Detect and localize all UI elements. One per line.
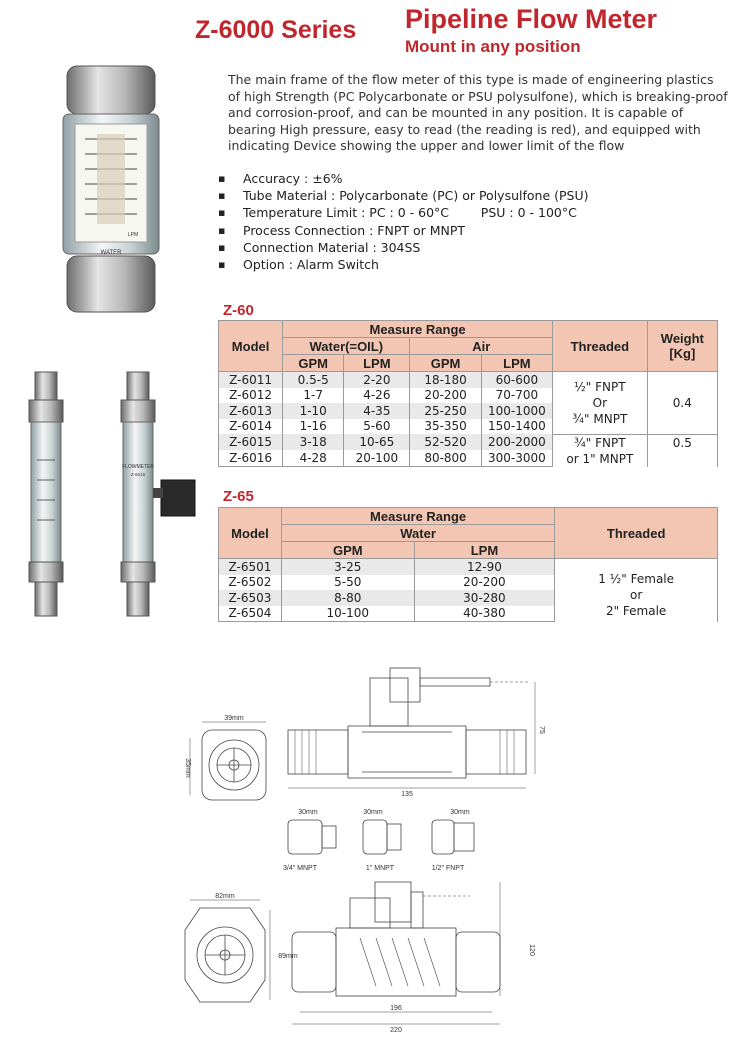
cell-threaded-a (553, 372, 648, 435)
z60-threaded-header: Threaded (553, 321, 648, 372)
connector-label-3: 1/2" FNPT (431, 865, 465, 872)
z60-measure-range-header: Measure Range (283, 321, 553, 338)
cell-weight-b: 0.5 (647, 434, 717, 467)
cell-threaded-b (553, 434, 648, 467)
dim-bottom-height: 89mm (278, 953, 298, 960)
cell-gpm: 3-25 (281, 559, 414, 575)
cell-air-gpm: 52-520 (410, 434, 481, 450)
z65-threaded-line: or (629, 588, 643, 603)
cell-model: Z-6503 (219, 590, 282, 606)
cell-air-lpm: 300-3000 (481, 450, 552, 467)
dim-connector-3: 30mm (450, 809, 470, 816)
threaded-b-line: or 1" MNPT (566, 451, 634, 466)
product-description: The main frame of the flow meter of this type is made of engineering plastics of high Strength (PC Polycarbonate or PSU polysulfone), which is breaking-proof and corrosion-proof, and can be mounted in any position. It is capable of bearing High pressure, easy to read (the reading is red), and equipped with indicating Device showing the upper and lower limit of the flow (228, 72, 728, 153)
cell-lpm: 20-200 (414, 575, 555, 591)
table-row (219, 559, 718, 575)
top-side-view (288, 668, 545, 798)
cell-model: Z-6501 (219, 559, 282, 575)
cell-weight-a: 0.4 (647, 372, 717, 435)
cell-model: Z-6502 (219, 575, 282, 591)
cell-model: Z-6011 (219, 372, 283, 388)
z65-lpm-header: LPM (414, 542, 555, 559)
z65-table (218, 507, 718, 622)
cell-lpm: 30-280 (414, 590, 555, 606)
connector-label-2: 1" MNPT (365, 865, 395, 872)
dim-bottom-length: 220 (390, 1027, 402, 1034)
bottom-end-view (185, 893, 298, 1002)
dim-bottom-inner-length: 196 (390, 1005, 402, 1012)
dim-bottom-vertical: 120 (528, 944, 535, 956)
cell-lpm: 12-90 (414, 559, 555, 575)
z60-air-header: Air (410, 338, 553, 355)
threaded-a-line: Or (592, 395, 608, 410)
cell-water-gpm: 4-28 (283, 450, 344, 467)
table-row (219, 372, 718, 388)
page-subtitle: Mount in any position (405, 37, 581, 56)
dimension-drawings (170, 660, 550, 1040)
z65-threaded-line: 2" Female (605, 604, 667, 619)
cell-water-lpm: 2-20 (344, 372, 410, 388)
cell-water-gpm: 0.5-5 (283, 372, 344, 388)
cell-air-gpm: 20-200 (410, 388, 481, 404)
z60-air-gpm-header: GPM (410, 355, 481, 372)
dim-connector-1: 30mm (298, 809, 318, 816)
connector-views (283, 809, 474, 872)
z65-section-title: Z-65 (223, 488, 254, 505)
cell-water-lpm: 4-35 (344, 403, 410, 419)
z65-measure-range-header: Measure Range (281, 508, 554, 525)
alarm-meter-photo (105, 370, 210, 620)
cell-water-gpm: 1-16 (283, 419, 344, 435)
z60-water-lpm-header: LPM (344, 355, 410, 372)
spec-list (218, 170, 589, 273)
dim-top-vertical: 75 (538, 726, 545, 734)
dim-top-height: 35mm (184, 758, 191, 778)
cell-air-lpm: 60-600 (481, 372, 552, 388)
cell-model: Z-6013 (219, 403, 283, 419)
spec-item: ▪ Option : Alarm Switch (218, 256, 589, 273)
z60-water-header: Water(=OIL) (283, 338, 410, 355)
z60-weight-header: Weight [Kg] (647, 321, 717, 372)
z65-model-header: Model (219, 508, 282, 559)
spec-item: ▪ Process Connection : FNPT or MNPT (218, 222, 589, 239)
spec-item: ▪ Accuracy : ±6% (218, 170, 589, 187)
spec-item: ▪ Tube Material : Polycarbonate (PC) or Polysulfone (PSU) (218, 187, 589, 204)
meter-lpm-label: LPM (127, 232, 139, 238)
cell-air-gpm: 35-350 (410, 419, 481, 435)
model-tag-label: Z-6016 (130, 472, 146, 477)
cell-water-gpm: 1-10 (283, 403, 344, 419)
cell-water-lpm: 20-100 (344, 450, 410, 467)
flow-meter-photo (55, 64, 170, 319)
dim-connector-2: 30mm (363, 809, 383, 816)
cell-z65-threaded (555, 559, 718, 622)
threaded-b-line: ¾" FNPT (574, 435, 626, 450)
z60-model-header: Model (219, 321, 283, 372)
cell-water-lpm: 5-60 (344, 419, 410, 435)
dim-top-width: 39mm (224, 715, 244, 722)
cell-gpm: 10-100 (281, 606, 414, 622)
top-end-view (184, 715, 266, 800)
bottom-side-view (292, 882, 535, 1034)
cell-gpm: 5-50 (281, 575, 414, 591)
cell-model: Z-6014 (219, 419, 283, 435)
cell-air-gpm: 18-180 (410, 372, 481, 388)
series-title: Z-6000 Series (195, 16, 357, 44)
cell-air-gpm: 25-250 (410, 403, 481, 419)
z65-water-header: Water (281, 525, 554, 542)
z60-section-title: Z-60 (223, 302, 254, 319)
cell-model: Z-6504 (219, 606, 282, 622)
table-row (219, 434, 718, 450)
dim-bottom-width: 82mm (215, 893, 235, 900)
z65-gpm-header: GPM (281, 542, 414, 559)
z65-threaded-header: Threaded (555, 508, 718, 559)
cell-air-gpm: 80-800 (410, 450, 481, 467)
cell-water-gpm: 1-7 (283, 388, 344, 404)
cell-air-lpm: 100-1000 (481, 403, 552, 419)
threaded-a-line: ¾" MNPT (572, 411, 628, 426)
threaded-a-line: ½" FNPT (574, 379, 626, 394)
cell-air-lpm: 200-2000 (481, 434, 552, 450)
slim-meter-photo (15, 370, 75, 620)
spec-item: ▪ Connection Material : 304SS (218, 239, 589, 256)
dim-top-length: 135 (401, 791, 413, 798)
connector-label-1: 3/4" MNPT (283, 865, 317, 872)
brand-label: FLOWMETER (122, 464, 154, 470)
page-title: Pipeline Flow Meter (405, 4, 658, 34)
cell-water-lpm: 10-65 (344, 434, 410, 450)
cell-water-gpm: 3-18 (283, 434, 344, 450)
meter-water-label: WATER (100, 250, 122, 256)
cell-air-lpm: 70-700 (481, 388, 552, 404)
cell-lpm: 40-380 (414, 606, 555, 622)
z60-table (218, 320, 718, 467)
cell-model: Z-6016 (219, 450, 283, 467)
z60-water-gpm-header: GPM (283, 355, 344, 372)
cell-water-lpm: 4-26 (344, 388, 410, 404)
cell-air-lpm: 150-1400 (481, 419, 552, 435)
z60-air-lpm-header: LPM (481, 355, 552, 372)
spec-item: ▪ Temperature Limit : PC : 0 - 60°C PSU : 0 - 100°C (218, 204, 589, 221)
cell-model: Z-6012 (219, 388, 283, 404)
cell-gpm: 8-80 (281, 590, 414, 606)
z65-threaded-line: 1 ½" Female (598, 572, 675, 587)
cell-model: Z-6015 (219, 434, 283, 450)
